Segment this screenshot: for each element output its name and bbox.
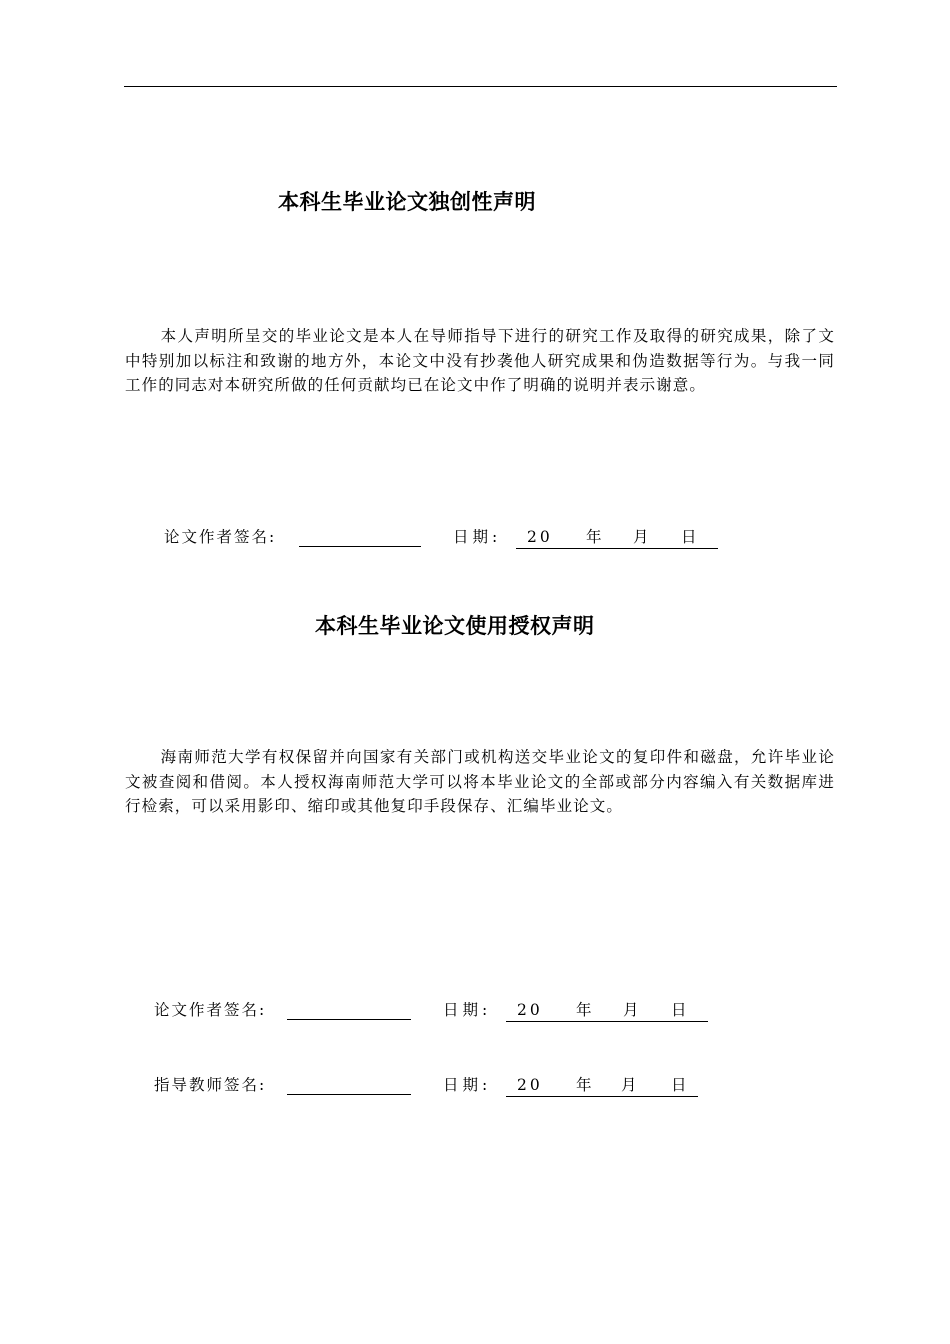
date-day-char: 日 — [671, 1076, 687, 1094]
advisor-signature-label: 指导教师签名: — [154, 1076, 267, 1094]
date-day-char: 日 — [671, 1001, 687, 1019]
header-rule — [124, 86, 837, 87]
date-year-char: 年 — [576, 1001, 592, 1019]
date-year: 20 — [517, 1076, 543, 1094]
date-field[interactable] — [506, 999, 708, 1022]
date-label: 日期: — [443, 1076, 492, 1094]
originality-declaration-body: 本人声明所呈交的毕业论文是本人在导师指导下进行的研究工作及取得的研究成果，除了文中特别加以标注和致谢的地方外，本论文中没有抄袭他人研究成果和伪造数据等行为。与我一同工作的同志对本研究所做的任何贡献均已在论文中作了明确的说明并表示谢意。 — [125, 327, 835, 394]
date-label: 日期: — [453, 528, 502, 546]
author-signature-line[interactable] — [287, 1019, 411, 1020]
date-day-char: 日 — [681, 528, 697, 546]
date-month-char: 月 — [623, 1001, 639, 1019]
originality-declaration-title: 本科生毕业论文独创性声明 — [278, 190, 536, 214]
author-signature-label: 论文作者签名: — [154, 1001, 267, 1019]
date-month-char: 月 — [633, 528, 649, 546]
date-year: 20 — [527, 528, 553, 546]
date-field[interactable] — [516, 526, 718, 549]
date-month-char: 月 — [621, 1076, 637, 1094]
author-signature-line[interactable] — [299, 546, 421, 547]
date-year-char: 年 — [586, 528, 602, 546]
date-field[interactable] — [506, 1074, 698, 1097]
date-label: 日期: — [443, 1001, 492, 1019]
advisor-signature-line[interactable] — [287, 1094, 411, 1095]
author-signature-label: 论文作者签名: — [164, 528, 277, 546]
date-year-char: 年 — [576, 1076, 592, 1094]
date-year: 20 — [517, 1001, 543, 1019]
authorization-declaration-title: 本科生毕业论文使用授权声明 — [315, 614, 595, 638]
authorization-declaration-body: 海南师范大学有权保留并向国家有关部门或机构送交毕业论文的复印件和磁盘，允许毕业论文被查阅和借阅。本人授权海南师范大学可以将本毕业论文的全部或部分内容编入有关数据库进行检索，可以采用影印、缩印或其他复印手段保存、汇编毕业论文。 — [125, 748, 835, 815]
